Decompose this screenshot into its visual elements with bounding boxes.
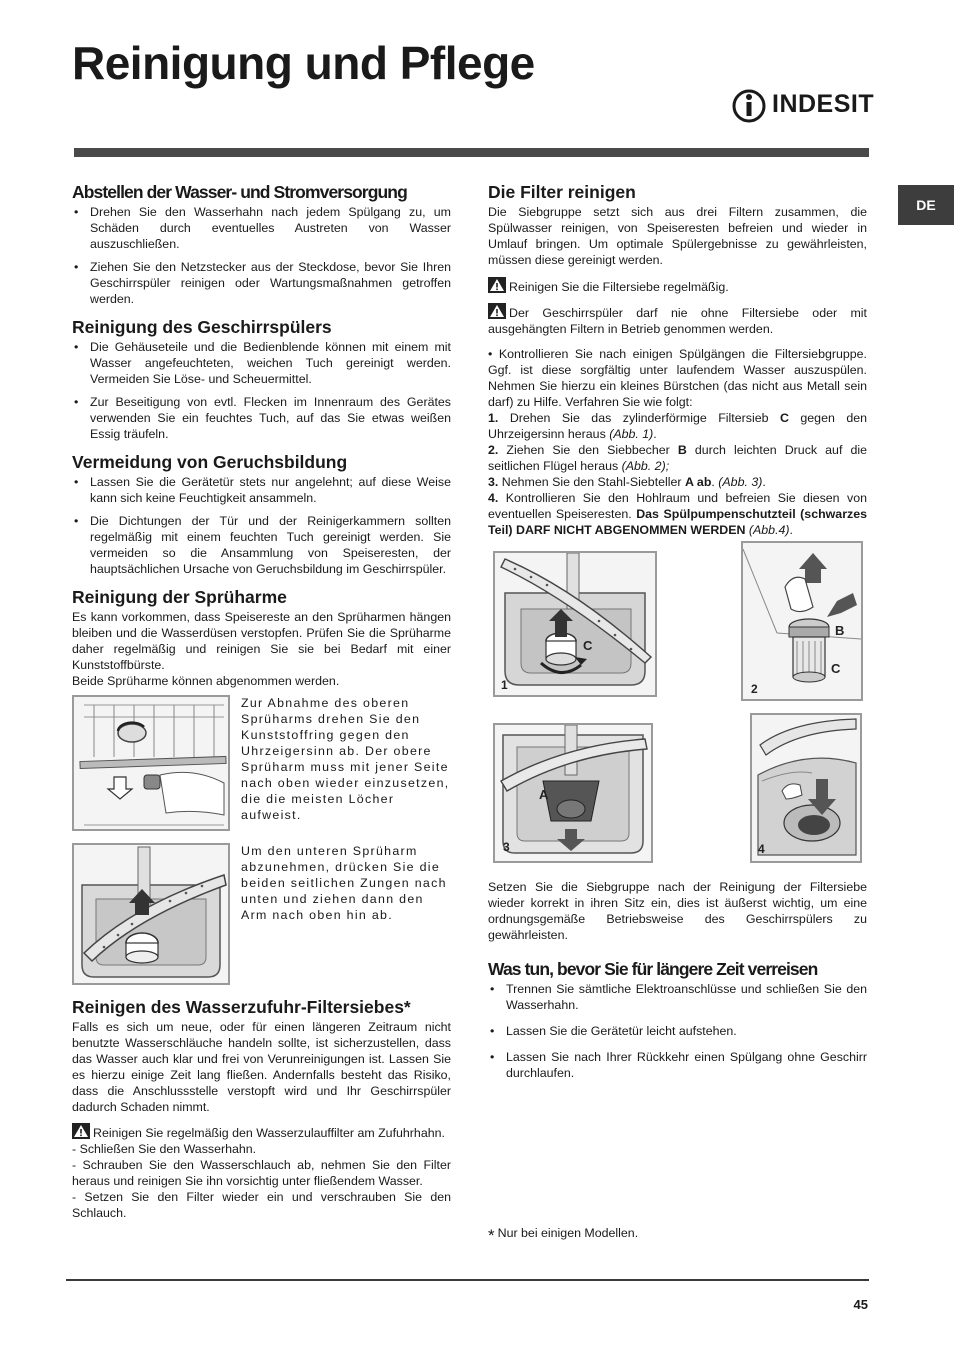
lower-spray-arm-row xyxy=(72,843,451,985)
section-heading-cleaning: Reinigung des Geschirrspülers xyxy=(72,317,332,337)
inlet-filter-step: - Setzen Sie den Filter wieder ein und verschrauben Sie den Schlauch. xyxy=(72,1190,451,1220)
page-number: 45 xyxy=(853,1297,868,1312)
warning-icon xyxy=(488,303,506,319)
filter-removal-fig2-icon xyxy=(743,543,861,699)
warning-icon xyxy=(72,1123,90,1139)
filters-check-paragraph: • Kontrollieren Sie nach einigen Spülgängen die Filtersiebgruppe. Ggf. ist diese sorgfältig unter laufendem Wasser auszuspülen. Nehmen Sie hierzu ein kleines Bürstchen (das nicht aus Metall sein darf) zu Hilfe. Verfahren Sie wie folgt: xyxy=(488,347,867,409)
warning-icon xyxy=(488,277,506,293)
svg-text:1: 1 xyxy=(501,678,508,692)
section-heading-spray-arms: Reinigung der Sprüharme xyxy=(72,587,287,607)
filters-reassemble: Setzen Sie die Siebgruppe nach der Reinigung der Filtersiebe wieder korrekt in ihren Sitz ein, dies ist äußerst wichtig, um eine ordnungsgemäße Betriebsweise des Geschirrspülers zu gewährleisten. xyxy=(488,880,867,942)
page-title: Reinigung und Pflege xyxy=(72,37,535,89)
filter-removal-fig4-icon xyxy=(752,715,860,861)
filter-removal-fig1-icon xyxy=(495,553,655,695)
filters-warning-2: Der Geschirrspüler darf nie ohne Filtersiebe oder mit ausgehängten Filtern in Betrieb genommen werden. xyxy=(488,303,867,337)
svg-text:2: 2 xyxy=(751,682,758,696)
section-heading-inlet-filter: Reinigen des Wasserzufuhr-Filtersiebes* xyxy=(72,997,411,1017)
filters-warning-1: Reinigen Sie die Filtersiebe regelmäßig. xyxy=(488,277,867,295)
left-column xyxy=(72,180,451,1221)
section-heading-travel: Was tun, bevor Sie für längere Zeit verreisen xyxy=(488,959,818,979)
list-water-power xyxy=(72,204,451,307)
svg-text:3: 3 xyxy=(503,840,510,854)
footnote-marker: * xyxy=(488,1226,495,1245)
inlet-filter-step: - Schrauben Sie den Wasserschlauch ab, nehmen Sie den Filter heraus und reinigen Sie ihn vorsichtig unter fließendem Wasser. xyxy=(72,1158,451,1188)
section-heading-odours: Vermeidung von Geruchsbildung xyxy=(72,452,348,472)
list-item: • Die Gehäuseteile und die Bedienblende können mit einem mit Wasser angefeuchteten, weichen Tuch gereinigt werden. Vermeiden Sie Löse- und Scheuermittel. xyxy=(72,339,451,387)
spray-arms-paragraph: Es kann vorkommen, dass Speisereste an den Sprüharmen hängen bleiben und die Wasserdüsen verstopfen. Prüfen Sie die Sprüharme daher regelmäßig und reinigen Sie sie bei Bedarf mit einer Kunststoffbürste. xyxy=(72,610,451,672)
figure-2 xyxy=(741,541,863,701)
upper-spray-arm-text: Zur Abnahme des oberen Sprüharms drehen Sie den Kunststoffring gegen den Uhrzeigersinn ab. Der obere Sprüharm muss mit jener Seite nach oben wieder einzusetzen, die die meisten Löcher aufweist. xyxy=(241,696,450,822)
spray-arms-removable: Beide Sprüharme können abgenommen werden. xyxy=(72,674,340,688)
inlet-filter-warning: Reinigen Sie regelmäßig den Wasserzulauffilter am Zufuhrhahn. xyxy=(72,1123,451,1141)
list-item: • Drehen Sie den Wasserhahn nach jedem Spülgang zu, um Schäden durch eventuelles Austreten von Wasser auszuschließen. xyxy=(72,204,451,252)
upper-spray-arm-row xyxy=(72,695,451,831)
list-item: • Ziehen Sie den Netzstecker aus der Steckdose, bevor Sie Ihren Geschirrspüler reinigen oder Wartungsmaßnahmen getroffen werden. xyxy=(72,259,451,307)
list-item: • Lassen Sie die Gerätetür leicht aufstehen. xyxy=(488,1023,867,1039)
filters-intro: Die Siebgruppe setzt sich aus drei Filtern zusammen, die Spülwasser reinigen, von Speiseresten befreien und wieder in Umlauf bringen. Um optimale Spülergebnisse zu gewährleisten, müssen diese gereinigt werden. xyxy=(488,205,867,267)
filters-step-4: 4. Kontrollieren Sie den Hohlraum und befreien Sie diesen von eventuellen Speiseresten. Das Spülpumpenschutzteil (schwarzes Teil) DARF NICHT ABGENOMMEN WERDEN (Abb.4). xyxy=(488,491,867,537)
list-item: • Zur Beseitigung von evtl. Flecken im Innenraum des Gerätes verwenden Sie ein feuchtes Tuch, auf das Sie etwas weißen Essig träufeln. xyxy=(72,394,451,442)
list-item: • Lassen Sie die Gerätetür stets nur angelehnt; auf diese Weise kann sich keine Feuchtigkeit ansammeln. xyxy=(72,474,451,506)
indesit-logo-mark-icon xyxy=(732,86,768,126)
section-heading-water-power: Abstellen der Wasser- und Stromversorgung xyxy=(72,182,407,202)
language-tab: DE xyxy=(898,185,954,225)
upper-spray-arm-illustration-icon xyxy=(74,697,228,829)
footnote xyxy=(488,1226,638,1246)
svg-text:C: C xyxy=(583,638,593,653)
brand-name: INDESIT xyxy=(772,90,875,118)
inlet-filter-paragraph: Falls es sich um neue, oder für einen längeren Zeitraum nicht benutzte Wasserschläuche handeln sollte, ist sicherzustellen, dass das Wasser auch klar und frei von Verunreinigungen ist. Lassen Sie es hierzu einige Zeit lang fließen. Andernfalls besteht das Risiko, dass die Anschlussstelle verstopft wird und Ihr Geschirrspüler dadurch Schaden nimmt. xyxy=(72,1020,451,1114)
filter-figures xyxy=(488,551,867,871)
filter-removal-fig3-icon xyxy=(495,725,651,861)
footnote-text: Nur bei einigen Modellen. xyxy=(497,1226,639,1240)
list-item: • Trennen Sie sämtliche Elektroanschlüsse und schließen Sie den Wasserhahn. xyxy=(488,981,867,1013)
figure-4 xyxy=(750,713,862,863)
filters-step-2: 2. Ziehen Sie den Siebbecher B durch leichten Druck auf die seitlichen Flügel heraus (Abb. 2); xyxy=(488,443,867,473)
footer-rule xyxy=(66,1279,869,1281)
list-odours xyxy=(72,474,451,577)
figure-3 xyxy=(493,723,653,863)
figure-1 xyxy=(493,551,657,697)
section-heading-filters: Die Filter reinigen xyxy=(488,182,636,202)
inlet-filter-step: - Schließen Sie den Wasserhahn. xyxy=(72,1142,257,1156)
list-travel xyxy=(488,981,867,1081)
list-item: • Lassen Sie nach Ihrer Rückkehr einen Spülgang ohne Geschirr durchlaufen. xyxy=(488,1049,867,1081)
list-item: • Die Dichtungen der Tür und der Reinigerkammern sollten regelmäßig mit einem feuchten Tuch gereinigt werden. Sie vermeiden so die Ansammlung von Speiseresten, der hauptsächlichen Ursache von Geruchsbildung im Geschirrspüler. xyxy=(72,513,451,577)
figure-upper-spray-arm xyxy=(72,695,230,831)
svg-text:4: 4 xyxy=(758,842,765,856)
header-rule xyxy=(74,148,869,157)
figure-lower-spray-arm xyxy=(72,843,230,985)
indesit-logo xyxy=(732,86,875,126)
filters-step-1: 1. Drehen Sie das zylinderförmige Filtersieb C gegen den Uhrzeigersinn heraus (Abb. 1). xyxy=(488,411,867,441)
list-cleaning xyxy=(72,339,451,442)
svg-text:A: A xyxy=(539,787,549,802)
lower-spray-arm-illustration-icon xyxy=(74,845,228,983)
right-column xyxy=(488,180,867,1088)
filters-step-3: 3. Nehmen Sie den Stahl-Siebteller A ab. (Abb. 3). xyxy=(488,475,766,489)
svg-text:C: C xyxy=(831,661,841,676)
lower-spray-arm-text: Um den unteren Sprüharm abzunehmen, drücken Sie die beiden seitlichen Zungen nach unten und ziehen dann den Arm nach oben hin ab. xyxy=(241,844,447,922)
svg-text:B: B xyxy=(835,623,845,638)
